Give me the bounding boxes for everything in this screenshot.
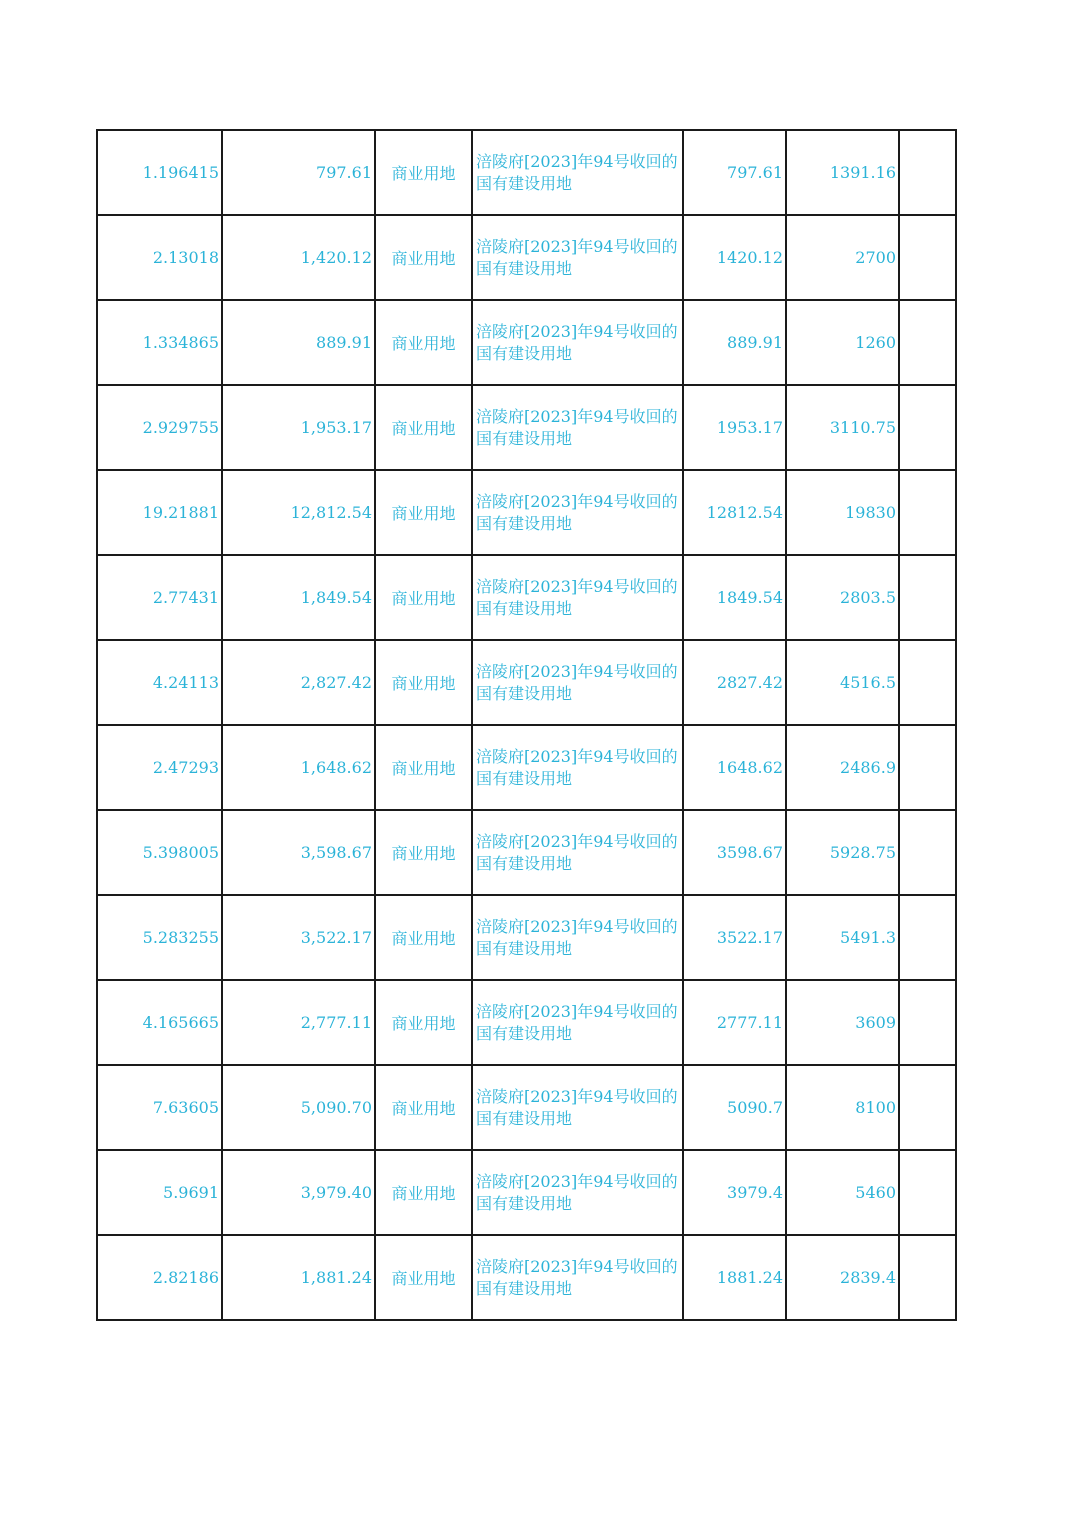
cell-col6: 2486.9 (786, 725, 899, 810)
cell-land-type: 商业用地 (375, 215, 472, 300)
cell-col7 (899, 980, 956, 1065)
cell-col1: 2.929755 (97, 385, 222, 470)
table-row (97, 555, 956, 640)
cell-col1: 7.63605 (97, 1065, 222, 1150)
land-table (96, 129, 957, 1321)
cell-col1: 19.21881 (97, 470, 222, 555)
cell-col7 (899, 1235, 956, 1320)
cell-col1: 2.82186 (97, 1235, 222, 1320)
table-row (97, 300, 956, 385)
cell-land-type: 商业用地 (375, 1065, 472, 1150)
cell-col7 (899, 470, 956, 555)
cell-col5: 2827.42 (683, 640, 786, 725)
cell-col2: 889.91 (222, 300, 375, 385)
table-row (97, 1150, 956, 1235)
cell-col5: 1953.17 (683, 385, 786, 470)
cell-basis: 涪陵府[2023]年94号收回的国有建设用地 (472, 385, 683, 470)
cell-col2: 1,849.54 (222, 555, 375, 640)
cell-col2: 3,979.40 (222, 1150, 375, 1235)
cell-col2: 1,420.12 (222, 215, 375, 300)
cell-col5: 1881.24 (683, 1235, 786, 1320)
cell-col2: 2,827.42 (222, 640, 375, 725)
cell-col2: 3,522.17 (222, 895, 375, 980)
cell-basis: 涪陵府[2023]年94号收回的国有建设用地 (472, 895, 683, 980)
table-row (97, 385, 956, 470)
cell-land-type: 商业用地 (375, 1150, 472, 1235)
cell-col6: 19830 (786, 470, 899, 555)
cell-col5: 3522.17 (683, 895, 786, 980)
cell-col2: 1,648.62 (222, 725, 375, 810)
cell-col1: 5.9691 (97, 1150, 222, 1235)
cell-col7 (899, 555, 956, 640)
cell-col5: 5090.7 (683, 1065, 786, 1150)
cell-land-type: 商业用地 (375, 555, 472, 640)
cell-col2: 12,812.54 (222, 470, 375, 555)
cell-col2: 1,881.24 (222, 1235, 375, 1320)
cell-col6: 5491.3 (786, 895, 899, 980)
cell-col6: 5460 (786, 1150, 899, 1235)
cell-col7 (899, 385, 956, 470)
cell-land-type: 商业用地 (375, 385, 472, 470)
table-row (97, 980, 956, 1065)
cell-col2: 1,953.17 (222, 385, 375, 470)
cell-col6: 4516.5 (786, 640, 899, 725)
cell-col7 (899, 895, 956, 980)
cell-col7 (899, 215, 956, 300)
cell-col6: 5928.75 (786, 810, 899, 895)
cell-col6: 2839.4 (786, 1235, 899, 1320)
cell-col6: 2700 (786, 215, 899, 300)
cell-col5: 3598.67 (683, 810, 786, 895)
cell-col5: 1420.12 (683, 215, 786, 300)
cell-col2: 3,598.67 (222, 810, 375, 895)
cell-land-type: 商业用地 (375, 810, 472, 895)
cell-basis: 涪陵府[2023]年94号收回的国有建设用地 (472, 1235, 683, 1320)
cell-land-type: 商业用地 (375, 470, 472, 555)
cell-col7 (899, 810, 956, 895)
cell-land-type: 商业用地 (375, 725, 472, 810)
cell-col6: 8100 (786, 1065, 899, 1150)
table-row (97, 895, 956, 980)
cell-col2: 797.61 (222, 130, 375, 215)
cell-col2: 5,090.70 (222, 1065, 375, 1150)
table-row (97, 470, 956, 555)
cell-basis: 涪陵府[2023]年94号收回的国有建设用地 (472, 555, 683, 640)
table-row (97, 640, 956, 725)
cell-col7 (899, 1065, 956, 1150)
cell-basis: 涪陵府[2023]年94号收回的国有建设用地 (472, 1150, 683, 1235)
cell-col5: 3979.4 (683, 1150, 786, 1235)
cell-col7 (899, 640, 956, 725)
cell-col6: 3609 (786, 980, 899, 1065)
table-row (97, 1235, 956, 1320)
cell-basis: 涪陵府[2023]年94号收回的国有建设用地 (472, 980, 683, 1065)
cell-land-type: 商业用地 (375, 300, 472, 385)
cell-col1: 2.13018 (97, 215, 222, 300)
cell-basis: 涪陵府[2023]年94号收回的国有建设用地 (472, 1065, 683, 1150)
cell-col7 (899, 130, 956, 215)
cell-col5: 889.91 (683, 300, 786, 385)
cell-col1: 4.24113 (97, 640, 222, 725)
cell-basis: 涪陵府[2023]年94号收回的国有建设用地 (472, 300, 683, 385)
cell-col1: 1.196415 (97, 130, 222, 215)
cell-col1: 4.165665 (97, 980, 222, 1065)
cell-col5: 12812.54 (683, 470, 786, 555)
table-row (97, 810, 956, 895)
cell-col7 (899, 300, 956, 385)
cell-basis: 涪陵府[2023]年94号收回的国有建设用地 (472, 470, 683, 555)
cell-land-type: 商业用地 (375, 895, 472, 980)
cell-col6: 3110.75 (786, 385, 899, 470)
cell-col5: 797.61 (683, 130, 786, 215)
table-row (97, 130, 956, 215)
cell-land-type: 商业用地 (375, 640, 472, 725)
cell-basis: 涪陵府[2023]年94号收回的国有建设用地 (472, 725, 683, 810)
cell-col2: 2,777.11 (222, 980, 375, 1065)
cell-col1: 2.77431 (97, 555, 222, 640)
cell-col5: 1849.54 (683, 555, 786, 640)
cell-land-type: 商业用地 (375, 980, 472, 1065)
cell-basis: 涪陵府[2023]年94号收回的国有建设用地 (472, 640, 683, 725)
cell-basis: 涪陵府[2023]年94号收回的国有建设用地 (472, 130, 683, 215)
cell-col5: 1648.62 (683, 725, 786, 810)
cell-col1: 1.334865 (97, 300, 222, 385)
cell-land-type: 商业用地 (375, 130, 472, 215)
cell-col1: 5.398005 (97, 810, 222, 895)
table-body (97, 130, 956, 1320)
cell-col6: 2803.5 (786, 555, 899, 640)
table-row (97, 1065, 956, 1150)
cell-col6: 1391.16 (786, 130, 899, 215)
cell-col1: 2.47293 (97, 725, 222, 810)
table-row (97, 215, 956, 300)
table-row (97, 725, 956, 810)
cell-land-type: 商业用地 (375, 1235, 472, 1320)
cell-basis: 涪陵府[2023]年94号收回的国有建设用地 (472, 810, 683, 895)
cell-col1: 5.283255 (97, 895, 222, 980)
cell-col6: 1260 (786, 300, 899, 385)
cell-col5: 2777.11 (683, 980, 786, 1065)
cell-basis: 涪陵府[2023]年94号收回的国有建设用地 (472, 215, 683, 300)
cell-col7 (899, 1150, 956, 1235)
cell-col7 (899, 725, 956, 810)
